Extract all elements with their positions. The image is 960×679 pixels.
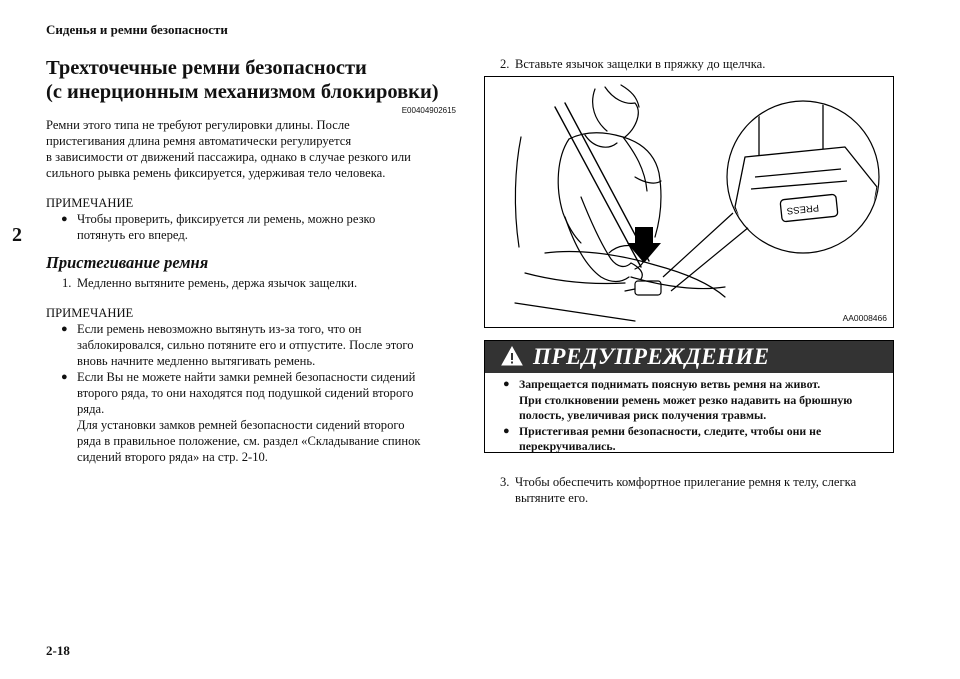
warning-line: перекручивались. bbox=[519, 439, 616, 453]
intro-line: в зависимости от движений пассажира, однако в случае резкого или bbox=[46, 150, 411, 164]
step-1 bbox=[46, 275, 456, 291]
step-3 bbox=[484, 474, 894, 506]
note-line: Чтобы проверить, фиксируется ли ремень, можно резко bbox=[77, 212, 376, 226]
seatbelt-drawing bbox=[485, 77, 893, 327]
warning-line: При столкновении ремень может резко надавить на брюшную bbox=[519, 392, 853, 407]
intro-line: Ремни этого типа не требуют регулировки длины. После bbox=[46, 118, 350, 132]
seatbelt-illustration bbox=[484, 76, 894, 328]
left-column bbox=[46, 56, 456, 465]
note-bullet bbox=[46, 321, 456, 369]
warning-line: Пристегивая ремни безопасности, следите, чтобы они не bbox=[519, 423, 822, 438]
step-text: Медленно вытяните ремень, держа язычок защелки. bbox=[77, 276, 358, 290]
step-text: Вставьте язычок защелки в пряжку до щелчка. bbox=[515, 57, 766, 71]
warning-body bbox=[485, 373, 893, 455]
section-code: E00404902615 bbox=[401, 106, 456, 115]
step-3-content bbox=[484, 474, 894, 506]
page-number: 2-18 bbox=[46, 643, 70, 658]
note-line: Если Вы не можете найти замки ремней безопасности сидений bbox=[77, 370, 416, 384]
intro-paragraph bbox=[46, 117, 456, 181]
bullet-dot-icon: ● bbox=[503, 378, 510, 390]
warning-bullet bbox=[485, 424, 893, 455]
bullet-dot-icon: ● bbox=[61, 371, 68, 383]
intro-line: сильного рывка ремень фиксируется, удерживая тело человека. bbox=[46, 166, 386, 180]
note-line: второго ряда, то они находятся под подушкой сидений второго bbox=[77, 386, 414, 400]
note-line: Для установки замков ремней безопасности сидений второго bbox=[77, 418, 405, 432]
step-2 bbox=[484, 56, 894, 72]
warning-title: ПРЕДУПРЕЖДЕНИЕ bbox=[533, 344, 770, 369]
section-title bbox=[46, 56, 456, 104]
note-bullet bbox=[46, 211, 456, 243]
bullet-dot-icon: ● bbox=[61, 323, 68, 335]
note-bullet bbox=[46, 369, 456, 465]
warning-triangle-icon bbox=[501, 346, 523, 366]
note-line: ряда в правильное положение, см. раздел «Складывание спинок bbox=[77, 434, 421, 448]
note-line: заблокировался, сильно потяните его и отпустите. После этого bbox=[77, 338, 414, 352]
right-column bbox=[484, 56, 894, 72]
section-title-line-2: (с инерционным механизмом блокировки) bbox=[46, 81, 439, 103]
note-line: Если ремень невозможно вытянуть из-за того, что он bbox=[77, 322, 362, 336]
note-label: ПРИМЕЧАНИЕ bbox=[46, 196, 134, 210]
subheading: Пристегивание ремня bbox=[46, 253, 209, 272]
step-text: вытяните его. bbox=[515, 491, 589, 505]
warning-line: Запрещается поднимать поясную ветвь ремня на живот. bbox=[519, 377, 821, 391]
bullet-dot-icon: ● bbox=[61, 213, 68, 225]
warning-header bbox=[485, 341, 893, 373]
note-line: вновь начните медленно вытягивать ремень. bbox=[77, 354, 316, 368]
press-label: PRESS bbox=[786, 201, 820, 217]
step-number: 2. bbox=[500, 57, 510, 71]
intro-line: пристегивания длина ремня автоматически регулируется bbox=[46, 134, 352, 148]
figure-code: AA0008466 bbox=[842, 313, 887, 323]
note-line: ряда. bbox=[77, 402, 105, 416]
step-text: Чтобы обеспечить комфортное прилегание ремня к телу, слегка bbox=[515, 475, 857, 489]
warning-box bbox=[484, 340, 894, 453]
note-line: потянуть его вперед. bbox=[77, 228, 188, 242]
bullet-dot-icon: ● bbox=[503, 424, 510, 437]
step-number: 1. bbox=[62, 276, 72, 290]
note-line: сидений второго ряда» на стр. 2-10. bbox=[77, 450, 268, 464]
running-header: Сиденья и ремни безопасности bbox=[46, 22, 228, 37]
chapter-tab: 2 bbox=[12, 224, 22, 246]
section-title-line-1: Трехточечные ремни безопасности bbox=[46, 57, 367, 79]
warning-line: полость, увеличивая риск получения травмы. bbox=[519, 408, 767, 422]
warning-bullet bbox=[485, 377, 893, 424]
note-label: ПРИМЕЧАНИЕ bbox=[46, 306, 134, 320]
step-number: 3. bbox=[500, 475, 510, 489]
